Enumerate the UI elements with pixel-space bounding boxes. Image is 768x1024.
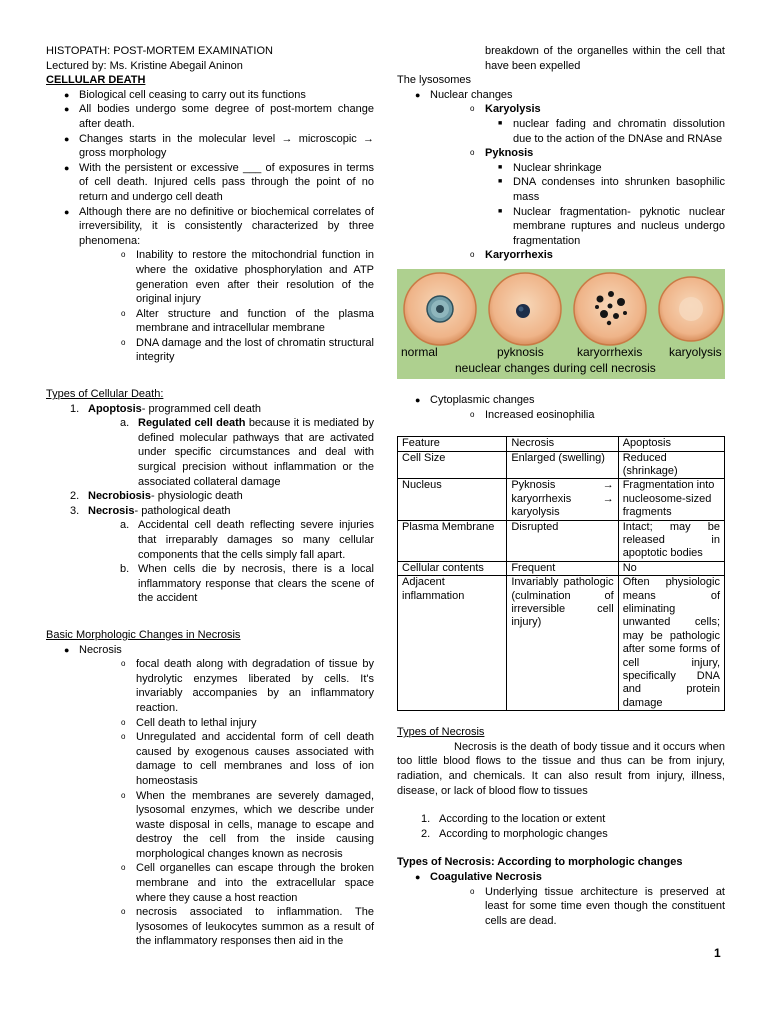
cellular-death-heading: CELLULAR DEATH [46, 74, 146, 87]
cellular-death-list [46, 88, 374, 365]
table-cell: No [618, 561, 724, 575]
list-item: a. Regulated cell death because it is mediated by defined molecular pathways that are activated under specific circumstances and deal with surgical precision without inflammation or the associated collateral damage [120, 417, 374, 488]
table-cell: Pyknosis → karyorrhexis → karyolysis [507, 479, 618, 520]
basic-morphologic-changes-heading: Basic Morphologic Changes in Necrosis [46, 628, 241, 641]
list-item: ● All bodies undergo some degree of post-mortem change after death. [64, 103, 374, 130]
list-item: o DNA damage and the lost of chromatin structural integrity [121, 336, 374, 364]
header-cell: Apoptosis [618, 437, 724, 451]
list-item: ■ nuclear fading and chromatin dissolution due to the action of the DNAse and RNAse [498, 117, 725, 145]
left-column [46, 44, 374, 949]
table-cell: Cell Size [398, 451, 507, 479]
table-cell: Intact; may be released in apoptotic bodies [618, 520, 724, 561]
list-item: b. When cells die by necrosis, there is a local inflammatory response that clears the scene of the accident [120, 563, 374, 605]
figure-label-normal: normal [401, 344, 438, 359]
list-item: 2. Necrobiosis- physiologic death [70, 490, 243, 503]
figure-caption: neuclear changes during cell necrosis [455, 360, 656, 375]
types-of-cellular-death-heading: Types of Cellular Death: [46, 388, 164, 401]
list-item: ● Changes starts in the molecular level → microscopic → gross morphology [64, 132, 374, 160]
nuclear-changes-figure [397, 269, 725, 379]
list-item: o Alter structure and function of the plasma membrane and intracellular membrane [121, 307, 374, 335]
list-item: ● With the persistent or excessive ___ of exposures in terms of cell death. Injured cells pass through the point of no return and undergo cell death [64, 161, 374, 203]
table-cell: Plasma Membrane [398, 520, 507, 561]
right-column [397, 44, 725, 928]
necrosis-sub-list [64, 657, 374, 949]
normal-cell [404, 273, 476, 345]
table-row [398, 451, 725, 479]
table-cell: Reduced (shrinkage) [618, 451, 724, 479]
list-item: o Karyorrhexis [470, 249, 553, 262]
list-item: 1. According to the location or extent [421, 813, 606, 826]
list-item: o Inability to restore the mitochondrial function in where the oxidative phosphorylation and ATP generation even after their resolution of the original injury [121, 249, 374, 306]
list-item: ● Nuclear changes [415, 88, 513, 101]
arrow-icon: → [602, 479, 614, 492]
figure-label-karyolysis: karyolysis [669, 344, 722, 359]
continuation-text: breakdown of the organelles within the cell that have been expelled [485, 45, 725, 72]
table-row [398, 576, 725, 711]
lysosomes-heading: The lysosomes [397, 74, 471, 87]
list-item: o focal death along with degradation of tissue by hydrolytic enzymes liberated by cells. It's invariably accompanies by an inflammatory reaction. [121, 658, 374, 714]
list-item: ■ Nuclear fragmentation- pyknotic nuclear membrane ruptures and nucleus undergo fragmentation [498, 205, 725, 247]
list-item: ● Biological cell ceasing to carry out its functions [64, 88, 306, 101]
table-cell: Invariably pathologic (culmination of irreversible cell injury) [507, 576, 618, 711]
list-item: o Unregulated and accidental form of cell death caused by exogenous causes associated with damage to cell membranes and loss of ion homeostasis [121, 731, 374, 787]
header-cell: Feature [398, 437, 507, 451]
figure-label-pyknosis: pyknosis [497, 344, 544, 359]
pyknosis-cell [489, 273, 561, 345]
list-item: 3. Necrosis- pathological death [70, 504, 231, 517]
list-item: o Cell death to lethal injury [121, 716, 257, 729]
list-item: 2. According to morphologic changes [421, 827, 608, 840]
table-row [398, 479, 725, 520]
list-item: o Underlying tissue architecture is preserved at least for some time even though the constituent cells are dead. [470, 885, 725, 927]
figure-label-karyorrhexis: karyorrhexis [577, 344, 643, 359]
table-cell: Often physiologic means of eliminating unwanted cells; may be pathologic after some forms of cell injury, specifically DNA and protein damage [618, 576, 724, 711]
list-item: ● Coagulative Necrosis [415, 870, 542, 883]
karyolysis-cell [659, 277, 723, 341]
list-item: a. Accidental cell death reflecting severe injuries that irreparably damages so many cellular components that the cells simply fall apart. [120, 519, 374, 561]
list-item: ■ Nuclear shrinkage [498, 161, 602, 174]
arrow-icon: → [602, 492, 614, 505]
table-cell: Nucleus [398, 479, 507, 520]
types-of-necrosis-heading: Types of Necrosis [397, 726, 485, 739]
table-cell: Enlarged (swelling) [507, 451, 618, 479]
list-item: o Increased eosinophilia [470, 408, 595, 421]
table-cell: Adjacent inflammation [398, 576, 507, 711]
table-cell: Fragmentation into nucleosome-sized fragments [618, 479, 724, 520]
table-cell: Disrupted [507, 520, 618, 561]
list-item: o Cell organelles can escape through the broken membrane and into the extracellular space where they cause a host reaction [121, 862, 374, 904]
list-item: 1. Apoptosis- programmed cell death [70, 402, 262, 415]
list-item: o Karyolysis [470, 103, 541, 116]
header-cell: Necrosis [507, 437, 618, 451]
page-number: 1 [714, 946, 721, 960]
list-item: ● Cytoplasmic changes [415, 393, 535, 406]
table-cell: Cellular contents [398, 561, 507, 575]
list-item: ● Although there are no definitive or biochemical correlates of irreversibility, it is consistently characterized by three phenomena: [64, 205, 374, 247]
list-item: o Pyknosis [470, 147, 534, 160]
list-item: ● Necrosis [64, 643, 122, 656]
list-item: o When the membranes are severely damaged, lysosomal enzymes, which we describe under waste disposal in cells, manage to escape and destroy the cell from the inside causing morphological changes known as necrosis [121, 789, 374, 860]
lecturer-line: Lectured by: Ms. Kristine Abegail Aninon [46, 59, 243, 72]
phenomena-list [64, 248, 374, 365]
list-item: o necrosis associated to inflammation. The lysosomes of leukocytes summon as a result of the inflammatory responses then aid in the [121, 906, 374, 948]
karyorrhexis-cell [574, 273, 646, 345]
table-cell: Frequent [507, 561, 618, 575]
list-item: ■ DNA condenses into shrunken basophilic mass [498, 176, 725, 203]
types-of-necrosis-paragraph: Necrosis is the death of body tissue and it occurs when too little blood flows to the tissue and thus can be from injury, radiation, and chemicals. It can also result from injury, illness, disease, or lack of blood flow to tissues [397, 740, 725, 797]
necrosis-apoptosis-table [397, 436, 725, 711]
table-row [398, 561, 725, 575]
types-of-cellular-death-list [46, 402, 374, 606]
morphologic-types-heading: Types of Necrosis: According to morphologic changes [397, 856, 683, 869]
table-header-row [398, 437, 725, 451]
table-row [398, 520, 725, 561]
document-title: HISTOPATH: POST-MORTEM EXAMINATION [46, 45, 273, 57]
